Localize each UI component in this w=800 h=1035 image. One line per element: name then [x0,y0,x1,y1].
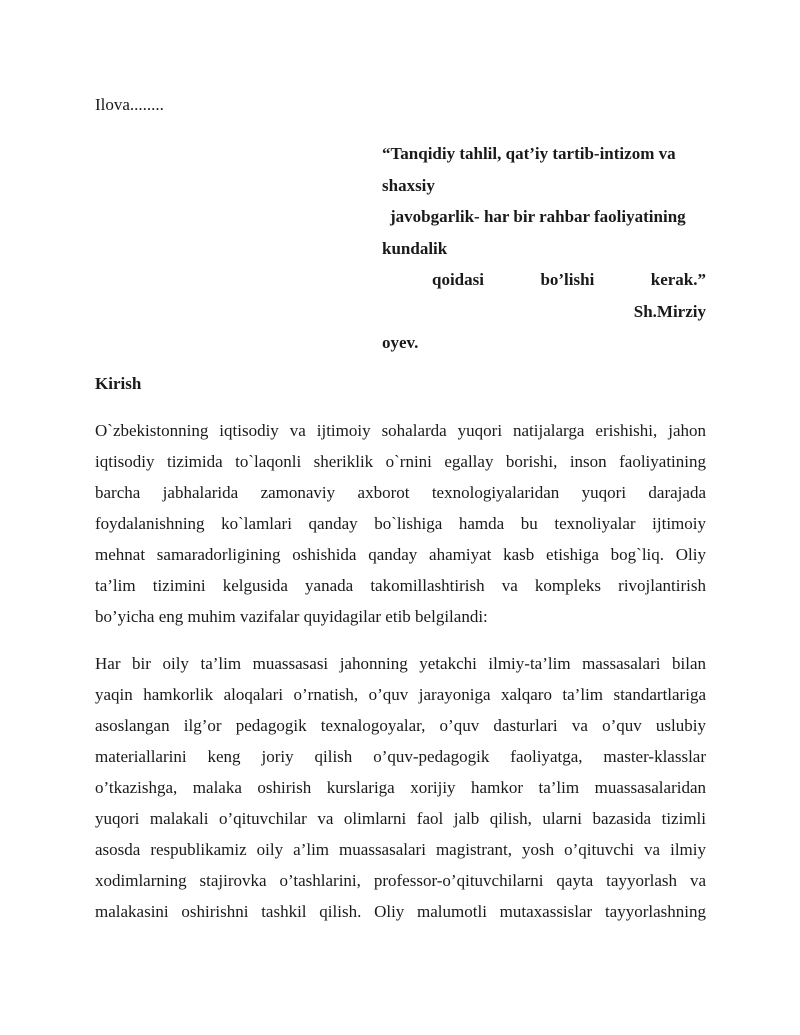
epigraph-quote [382,138,706,359]
text-line: materiallarini keng joriy qilish o’quv-pedagogik faoliyatga, master-klasslar [95,747,706,766]
text-line: barcha jabhalarida zamonaviy axborot texnologiyalaridan yuqori darajada [95,483,706,502]
text-line: yuqori malakali o’qituvchilar va olimlarni faol jalb qilish, ularni bazasida tizimli [95,809,706,828]
paragraph-body [95,648,706,927]
text-line: Har bir oily ta’lim muassasasi jahonning yetakchi ilmiy-ta’lim massasalari bilan [95,654,706,673]
epigraph-word: bo’lishi [540,270,595,289]
text-line: yaqin hamkorlik aloqalari o’rnatish, o’quv jarayoniga xalqaro ta’lim standartlariga [95,685,706,704]
text-line: o’tkazishga, malaka oshirish kurslariga xorijiy hamkor ta’lim muassasalaridan [95,778,706,797]
epigraph-author: Sh.Mirziy [633,301,706,321]
text-line: asosda respublikamiz oily a’lim muassasalari magistrant, yosh o’qituvchi va ilmiy [95,840,706,859]
text-line: malakasini oshirishni tashkil qilish. Oliy malumotli mutaxassislar tayyorlashning [95,902,706,921]
epigraph-line: kundalik [382,238,448,258]
epigraph-word: kerak.” [650,270,706,289]
paragraph-intro [95,415,706,632]
text-line: asoslangan ilg’or pedagogik texnalogoyalar, o’quv dasturlari va o’quv uslubiy [95,716,706,735]
epigraph-word: qoidasi [432,270,484,289]
text-line: bo’yicha eng muhim vazifalar quyidagilar etib belgilandi: [95,607,488,626]
epigraph-line: shaxsiy [382,175,435,195]
epigraph-line: javobgarlik- har bir rahbar faoliyatining [390,207,686,226]
text-line: iqtisodiy tizimida to`laqonli sheriklik o`rnini egallay borishi, inson faoliyatining [95,452,706,471]
text-line: mehnat samaradorligining oshishida qanday ahamiyat kasb etishiga bog`liq. Oliy [95,545,706,564]
epigraph-line: “Tanqidiy tahlil, qat’iy tartib-intizom va [382,144,676,163]
epigraph-author-continued: oyev. [382,333,419,352]
text-line: xodimlarning stajirovka o’tashlarini, professor-o’qituvchilarni qayta tayyorlash va [95,871,706,890]
text-line: O`zbekistonning iqtisodiy va ijtimoiy sohalarda yuqori natijalarga erishishi, jahon [95,421,706,440]
text-line: foydalanishning ko`lamlari qanday bo`lishiga hamda bu texnoliyalar ijtimoiy [95,514,706,533]
epigraph-spread-line [382,264,706,296]
text-line: ta’lim tizimini kelgusida yanada takomillashtirish va kompleks rivojlantirish [95,576,706,595]
appendix-label: Ilova........ [95,95,164,114]
section-heading: Kirish [95,374,142,393]
